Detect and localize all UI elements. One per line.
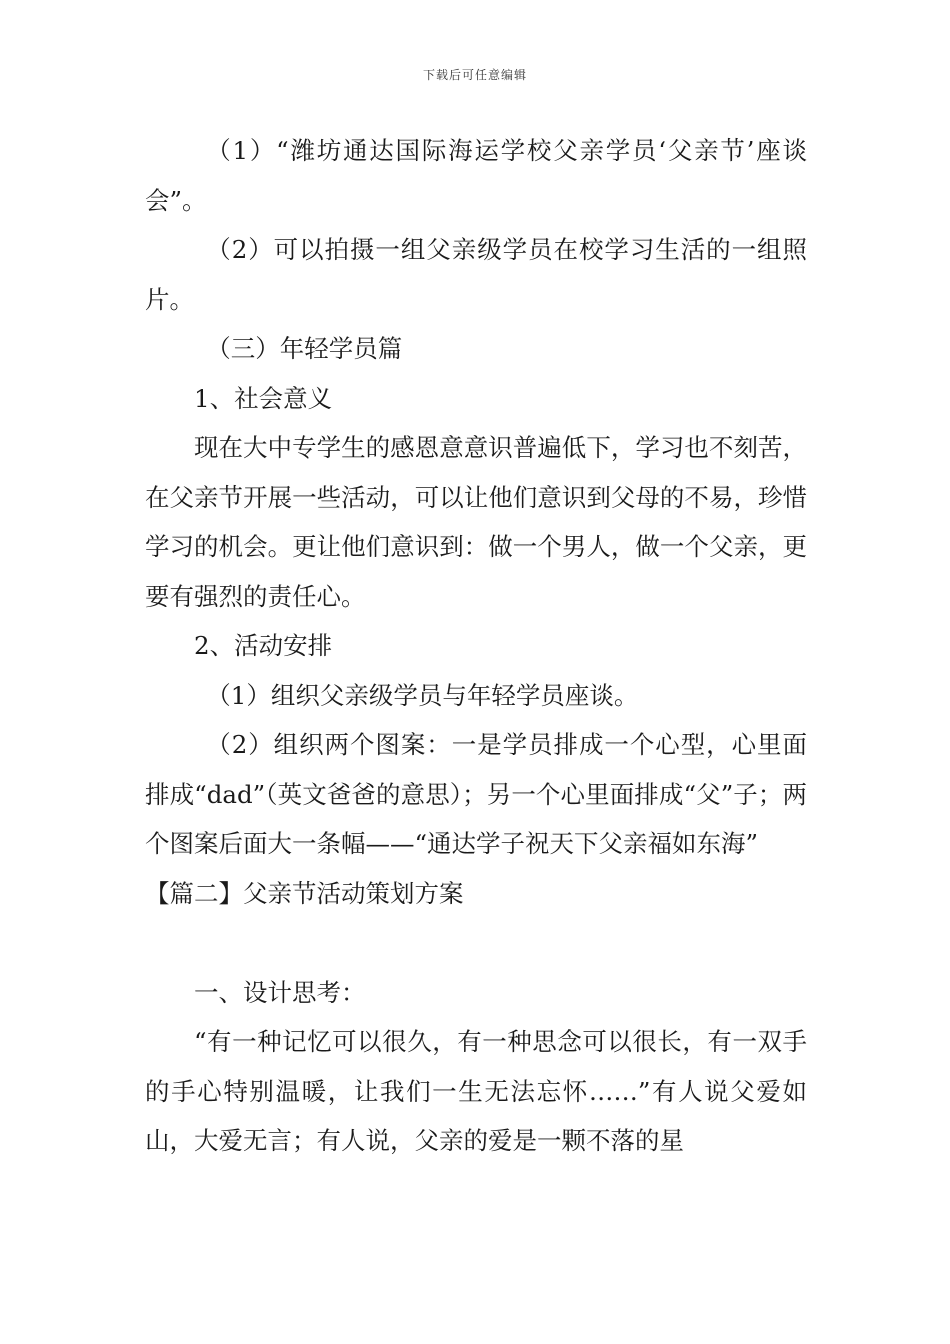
page-header: 下载后可任意编辑 (422, 68, 527, 82)
section-heading-young-students: （三）年轻学员篇 (206, 334, 403, 363)
blank-line (145, 918, 807, 968)
paragraph-photos: （2）可以拍摄一组父亲级学员在校学习生活的一组照片。 (145, 235, 807, 314)
document-body (145, 126, 807, 1166)
subheading-design-thinking: 一、设计思考： (194, 977, 366, 1007)
paragraph-organize-symposium: （1）组织父亲级学员与年轻学员座谈。 (206, 680, 639, 710)
subheading-activity-arrangement: 2、活动安排 (194, 631, 333, 660)
subheading-social-meaning: 1、社会意义 (194, 383, 333, 413)
paragraph-design-thinking: “有一种记忆可以很久，有一种思念可以很长，有一双手的手心特别温暖，让我们一生无法忘怀……”有人说父爱如山，大爱无言；有人说，父亲的爱是一颗不落的星 (145, 1027, 807, 1155)
paragraph-organize-patterns: （2）组织两个图案：一是学员排成一个心型，心里面排成“dad”（英文爸爸的意思）；另一个心里面排成“父”子；两个图案后面大一条幅——“通达学子祝天下父亲福如东海” (145, 730, 807, 858)
chapter-title-part-two: 【篇二】父亲节活动策划方案 (145, 878, 464, 908)
paragraph-symposium: （1）“潍坊通达国际海运学校父亲学员‘父亲节’座谈会”。 (145, 136, 807, 215)
paragraph-social-meaning: 现在大中专学生的感恩意意识普遍低下，学习也不刻苦，在父亲节开展一些活动，可以让他们意识到父母的不易，珍惜学习的机会。更让他们意识到：做一个男人，做一个父亲，更要有强烈的责任心。 (145, 433, 807, 611)
